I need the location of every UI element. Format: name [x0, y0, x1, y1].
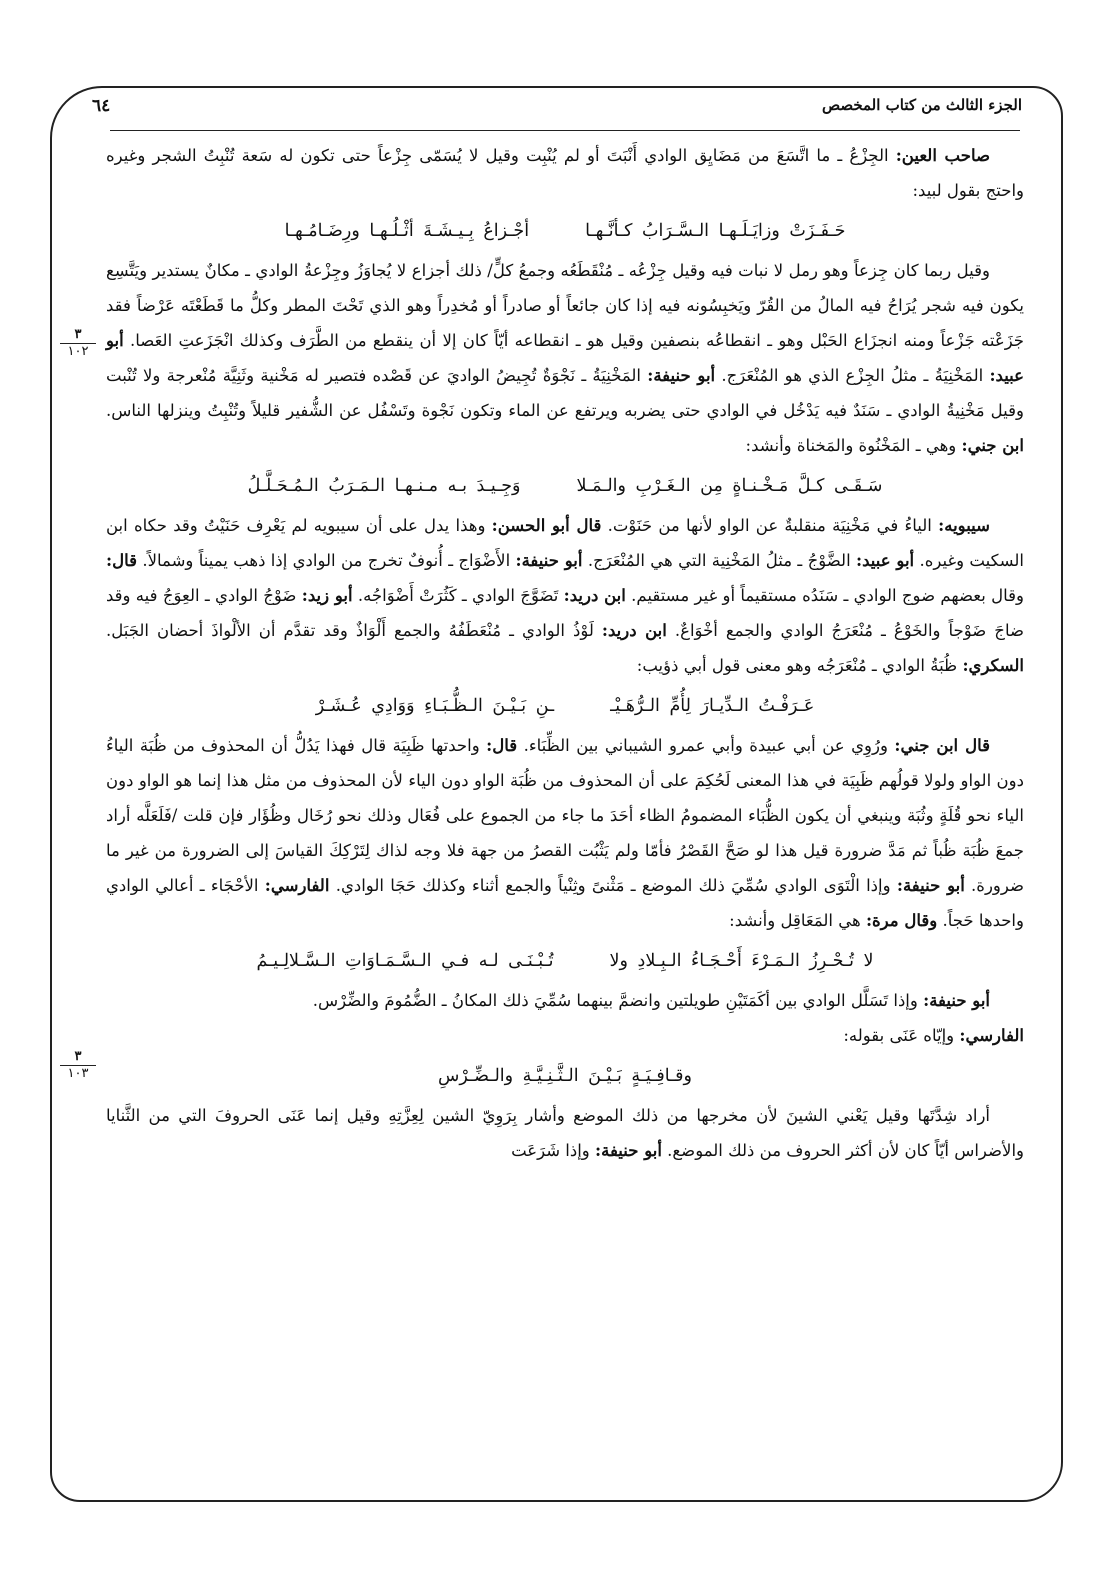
source-label: صاحب العين:: [895, 146, 990, 165]
header-rule: [110, 130, 1020, 131]
verse-second-hemistich: وَجِـيـدَ بـه مـنـهـا الـمَـرَبُ الـمُـحَـلَّـلُ: [247, 476, 521, 496]
verse-second-hemistich: أجْـزاعُ بِـيـشَـةَ أثْـلُـهـا ورِضَـامُـهـا: [284, 221, 530, 241]
source-label: أبو حنيفة:: [647, 366, 716, 385]
running-header: [92, 96, 1022, 126]
paragraph: أراد شِدَّتَها وقيل يَعْني الشينَ لأن مخرجها من ذلك الموضع وأشار بِرَوِيّ الشين لِعِزَّتِهِ وقيل إنما عَنَى الحروفَ التي من الثَّنايا والأضراس أيّاً كان لأن أكثر الحروف من ذلك الموضع. أبو حنيفة: وإذا شَرَعَت: [106, 1106, 1024, 1160]
source-label: أبو حنيفة:: [515, 551, 583, 570]
verse: [106, 1059, 1024, 1094]
verse: [106, 469, 1024, 504]
source-label: ابن جني:: [961, 436, 1024, 455]
source-label: ابن دريد:: [563, 586, 626, 605]
source-label: الفارسي:: [959, 1026, 1024, 1045]
page-body: [106, 138, 1024, 1168]
verse-first-hemistich: سَـقَـى كـلَّ مَـخْـنـاةٍ مِن الـغَـرْبِ والـمَـلا: [576, 476, 883, 496]
source-label: أبو حنيفة:: [923, 991, 990, 1010]
source-label: قال أبو الحسن:: [491, 516, 602, 535]
source-label: أبو عبيد:: [856, 551, 915, 570]
paragraph: صاحب العين: الجِزْعُ ـ ما اتَّسَعَ من مَضَايِق الوادي أَنْبَتَ أو لم يُنْبِت وقيل لا يُسَمّى جِزْعاً حتى تكون له سَعة تُنْبِتُ الشجر وغيره واحتج بقول لبيد:: [106, 146, 1024, 200]
margin-reference: ٣ ١٠٢: [60, 328, 96, 359]
page-number: ٦٤: [92, 96, 111, 116]
source-label: وقال مرة:: [865, 911, 938, 930]
paragraph: سيبويه: الياءُ في مَخْنِيَة منقلبةٌ عن الواو لأنها من حَنَوْت. قال أبو الحسن: وهذا يدل على أن سيبويه لم يَعْرِف حَنَيْتُ وقد حكاه ابن السكيت وغيره. أبو عبيد: الضَّوْجُ ـ مثلُ المَخْنِية التي هي المُنْعَرَج. أبو حنيفة: الأَضْوَاج ـ أُنوفٌ تخرج من الوادي إذا ذهب يميناً وشمالاً. قال: وقال بعضهم ضوج الوادي ـ سَنَدُه مستقيماً أو غير مستقيم. ابن دريد: تَضَوَّجَ الوادي ـ كَثُرَتْ أَضْوَاجُه. أبو زيد: ضَوْجُ الوادي ـ العِوَجُ فيه وقد ضاجَ ضَوْجاً والخَوْعُ ـ مُنْعَرَجُ الوادي والجمع أخْوَاعٌ. ابن دريد: لَوْذُ الوادي ـ مُنْعَطَفُهُ والجمع أَلْوَاذٌ وقد تقدَّم أن الألْواذَ أحضان الجَبَل. السكري: ظُبَةُ الوادي ـ مُنْعَرَجُه وهو معنى قول أبي ذؤيب:: [106, 516, 1025, 675]
margin-reference: ٣ ١٠٣: [60, 1050, 96, 1081]
source-label: قال:: [106, 551, 137, 570]
source-label: ابن دريد:: [601, 621, 667, 640]
verse-first-hemistich: عَـرَفْـتُ الـدِّيـارَ لِأُمِّ الـرُّهَـيْـ: [610, 696, 815, 716]
header-title: الجزء الثالث من كتاب المخصص: [821, 96, 1022, 114]
source-label: قال:: [486, 736, 518, 755]
paragraph: أبو حنيفة: وإذا تَسَلَّل الوادي بين أكَمَتَيْنِ طويلتين وانضمَّ بينهما سُمِّيَ ذلك المكانُ ـ الضُّمُومَ والضِّرْس. الفارسي: وإيّاه عَنَى بقوله:: [312, 991, 1024, 1045]
source-label: أبو حنيفة:: [595, 1141, 662, 1160]
paragraph: وقيل ربما كان جِزعاً وهو رمل لا نبات فيه وقيل جِزْعُه ـ مُنْقَطَعُه وجمعُ كلٍّ/ ذلك أجزاع لا يُجاوَزُ وجِزْعةُ الوادي ـ مكانٌ يستدير ويَتَّسِع يكون فيه شجر يُرَاحُ فيه المالُ من القُرّ ويَخبِسُونه فيه إذا كان جائعاً أو صادراً أو مُخدِراً وهو الذي تَحْتَ المطر وكلُّ ما قَطَعْتَه عَرْضاً فقد جَزَعْته جَزْعاً ومنه انجزَاع الحَبْل وهو ـ انقطاعُه بنصفين وقيل هو ـ انقطاعه أيّاً كان إلا أن ينقطع من الطَّرَف وكذلك انْجَزَعتِ العَصا. أبو عبيد: المَخْنِيَةُ ـ مثلُ الجِزْع الذي هو المُنْعَرَج. أبو حنيفة: المَخْنِيَةُ ـ نَجْوَةٌ تُجِيضُ الواديَ عن قَصْده فتصير له مَخْنية وثَنِيَّة مُنْعرجة ولا تُنْبت وقيل مَخْنِيةُ الوادي ـ سَنَدٌ فيه يَدْخُل في الوادي حتى يضربه ويرتفع عن الماء وتكون نَجْوة وتَسْفُل عن الشُّفير قليلاً وتُنْبِتُ وينزلها الناس. ابن جني: وهي ـ المَخْنُوة والمَخناة وأنشد:: [106, 261, 1024, 455]
verse-hemistich: وقـافِـيَـةٍ بَـيْـنَ الـثَّـنِـيَّـةِ والـضِّـرْسِ: [438, 1066, 692, 1086]
source-label: سيبويه:: [938, 516, 990, 535]
source-label: الفارسي:: [264, 876, 330, 895]
verse-second-hemistich: ـنِ بَـيْـنَ الـظُّـبَـاءِ وَوَادِي عُـشَـرْ: [315, 696, 555, 716]
source-label: أبو عبيد:: [106, 331, 1024, 385]
verse-second-hemistich: تُـبْـنَـى لـه فـي الـسَّـمَـاوَاتِ الـسَّـلالِـيـمُ: [256, 951, 554, 971]
source-label: أبو زيد:: [301, 586, 353, 605]
verse: [106, 689, 1024, 724]
paragraph: قال ابن جني: ورُوِي عن أبي عبيدة وأبي عمرو الشيباني بين الظِّبَاء. قال: واحدتها ظَبِيَة قال فهذا يَدُلُّ أن المحذوف من ظُبَة الياءُ دون الواو ولولا قولُهم ظَبِيَة في هذا المعنى لَحُكِمَ على أن المحذوف من ظُبَة الواو دون الياء لأن المحذوف من مثل هذا إنما هو الواو دون الياء نحو قُلَةٍ وثُبَة وينبغي أن يكون الظُّبَاء المضمومُ الظاء أحَدَ ما جاء من الجموع على فُعَال وذلك نحو رُخَال وظُؤَار فإن قلت /فَلَعَلَّه أراد جمعَ ظُبَة ظُباً ثم مَدَّ ضرورة قيل هذا لو صَحَّ القَصْرُ فأمّا ولم يَثْبُت القصرُ من جهة فلا وجه لذاك لِتَرْكِكَ القياسَ إلى الضرورة من غير ما ضرورة. أبو حنيفة: وإذا الْتَوَى الوادي سُمِّيَ ذلك الموضع ـ مَثْنىً وثِنْياً والجمع أثناء وكذلك حَجَا الوادي. الفارسي: الأحْجَاء ـ أعالي الوادي واحدها حَجاً. وقال مرة: هي المَعَاقِل وأنشد:: [106, 736, 1024, 930]
source-label: السكري:: [962, 656, 1024, 675]
source-label: قال ابن جني:: [894, 736, 991, 755]
source-label: أبو حنيفة:: [896, 876, 965, 895]
verse: [106, 214, 1024, 249]
verse-first-hemistich: حَـفَـزَتْ وزايَـلَـهـا الـسَّـرَابُ كـأنَّـهـا: [585, 221, 846, 241]
verse: [106, 944, 1024, 979]
verse-first-hemistich: لا تُـحْـرِزُ الـمَـرْءَ أَحْـجَـاءُ الـبِـلادِ ولا: [609, 951, 874, 971]
